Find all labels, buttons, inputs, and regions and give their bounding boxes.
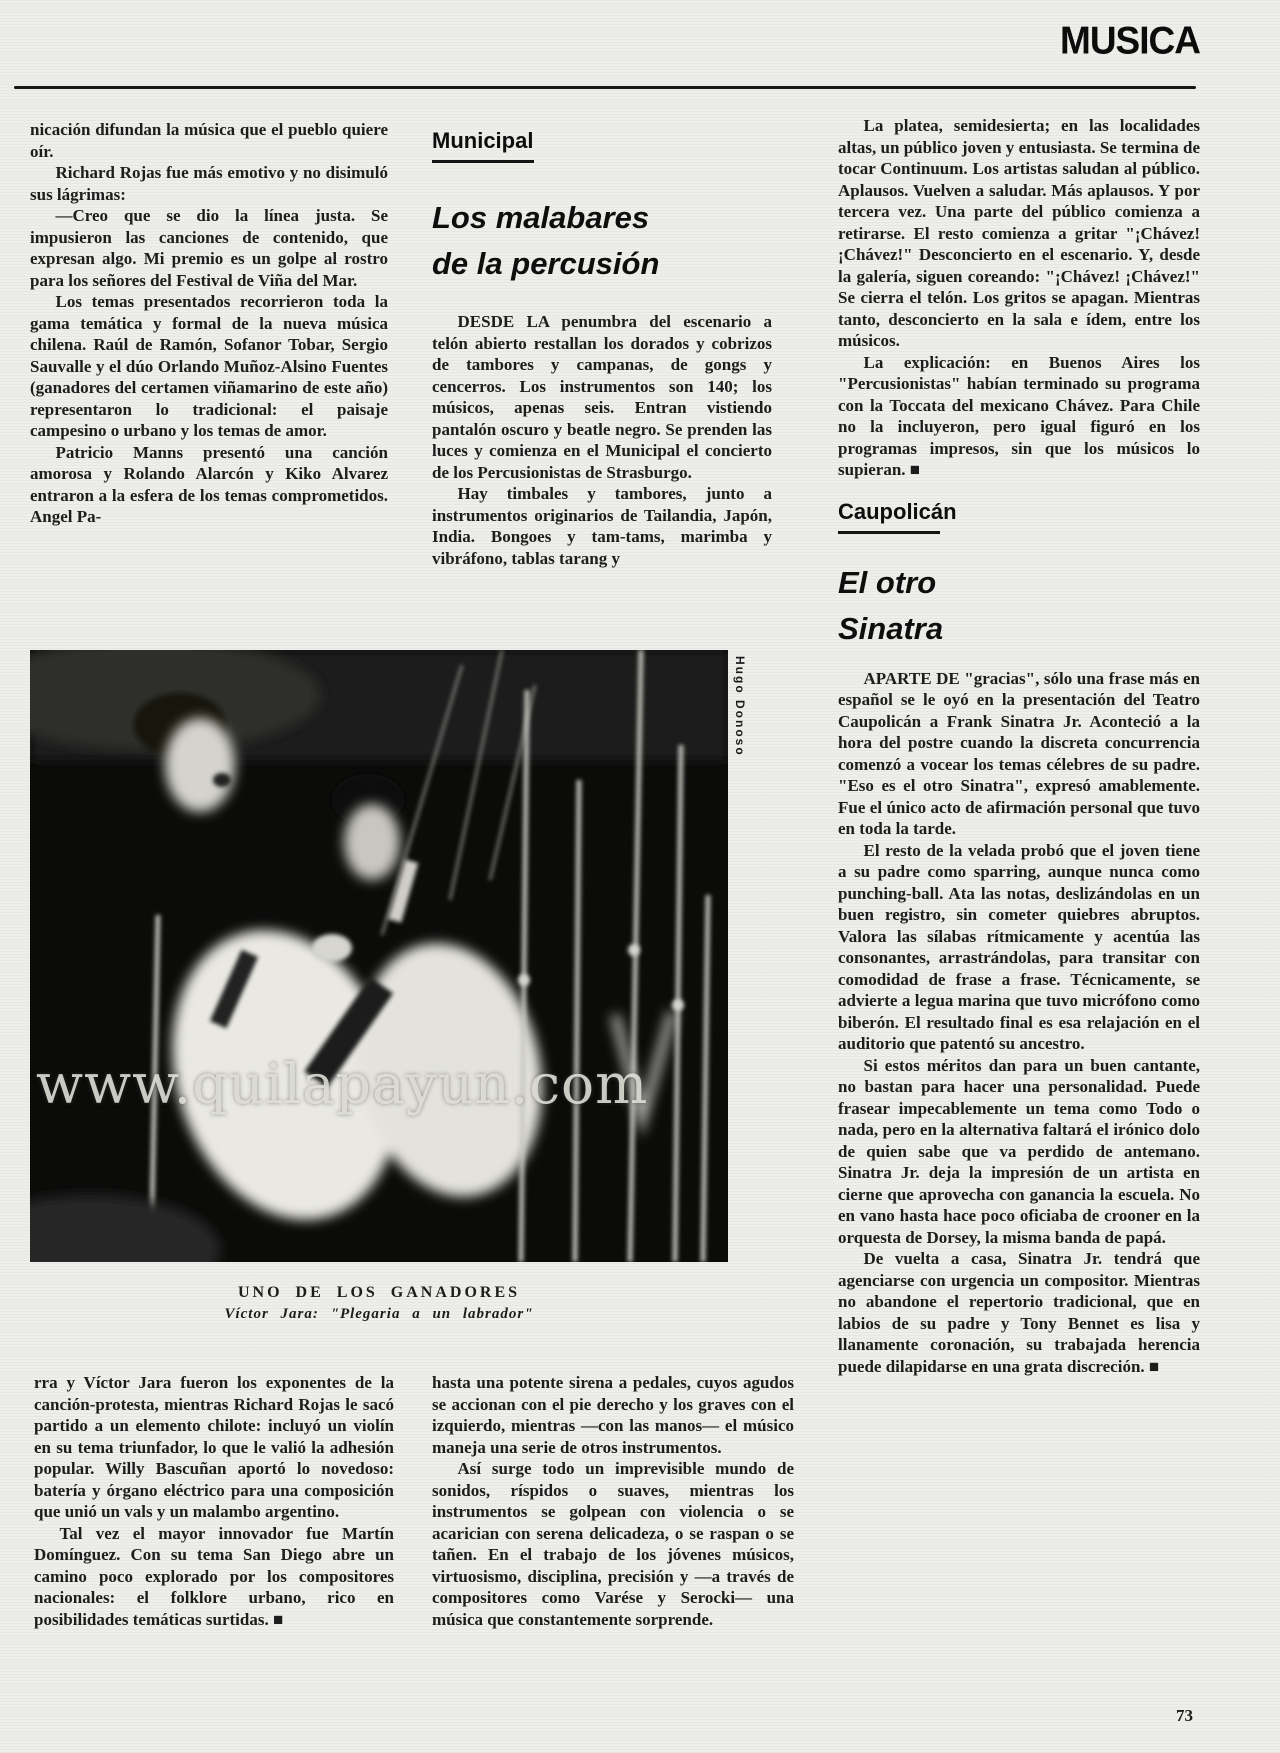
article-body [432, 1372, 794, 1630]
column-municipal [432, 128, 772, 569]
article-title-line: Sinatra [838, 610, 944, 646]
paragraph: Hay timbales y tambores, junto a instrumentos originarios de Tailandia, Japón, India. Bongoes y tam-tams, marimba y vibráfono, tablas tarang y [432, 484, 772, 568]
article-body [30, 119, 388, 528]
mouth [213, 773, 231, 787]
paragraph: —Creo que se dio la línea justa. Se impusieron las canciones de contenido, que expresan algo. Mi premio es un golpe al rostro para los señores del Festival de Viña del Mar. [30, 206, 388, 290]
magazine-section-title: MUSICA [1060, 18, 1200, 63]
photo-caption [30, 1284, 728, 1323]
paragraph: APARTE DE "gracias", sólo una frase más en español se le oyó en la presentación del Teatro Caupolicán a Frank Sinatra Jr. Aconteció a la hora del postre cuando la discreta concurrencia comenzó a vocear los temas célebres de su padre. "Eso es el otro Sinatra", expresó amablemente. Fue el único acto de afirmación personal que tuvo en toda la tarde. [838, 668, 1200, 838]
article-body-sinatra [838, 668, 1200, 1378]
paragraph: El resto de la velada probó que el joven tiene a su padre como sparring, aunque nunca como punching-ball. Ata las notas, deslizándolas en un buen registro, sin cometer quiebres abruptos. Valora las sílabas rítmicamente y acentúa las consonantes, arrastrándolas, para transitar con comodidad de frase a frase. Técnicamente, se advierte a legua marina que tuvo micrófono como biberón. El resultado final es esa relajación en el auditorio que patentó su ancestro. [838, 840, 1200, 1053]
face [165, 718, 235, 812]
kicker-underline [838, 531, 940, 534]
column-bottom-middle [432, 1372, 794, 1630]
concert-photo-art [30, 650, 728, 1262]
article-title-percusion [432, 195, 772, 287]
paragraph: Si estos méritos dan para un buen cantante, no bastan para hacer una personalidad. Puede frasear impecablemente un tema como Todo o nada, pero en la alternativa faltará el irónico dolo de quien sabe que va perdido de antemano. Sinatra Jr. deja la impresión de un artista en cierne que aprovecha con ganancia la escuela. No en vano hasta hace poco oficiaba de crooner en la orquesta de Dorsey, la misma banda de papá. [838, 1055, 1200, 1247]
paragraph: rra y Víctor Jara fueron los exponentes de la canción-protesta, mientras Richard Rojas le sacó partido a un elemento chilote: incluyó un violín en su tema triunfador, lo que le valió la adhesión popular. Willy Bascuñan aportó lo novedoso: batería y órgano eléctrico para una composición que unió un vals y un malambo argentino. [34, 1373, 394, 1521]
article-title-line: El otro [838, 564, 937, 600]
concert-photo [30, 650, 728, 1262]
article-title-line: Los malabares [432, 200, 650, 235]
article-body [34, 1372, 394, 1630]
paragraph: nicación difundan la música que el pueblo quiere oír. [30, 120, 388, 161]
face [344, 804, 400, 880]
section-kicker-municipal: Municipal [432, 128, 534, 153]
photo-caption-subtitle: Víctor Jara: "Plegaria a un labrador" [224, 1306, 534, 1322]
paragraph: Así surge todo un imprevisible mundo de sonidos, ríspidos o suaves, mientras los instrumentos se golpean con violencia o se acarician con serena delicadeza, o se raspan o se tañen. En el trabajo de los jóvenes músicos, virtuosismo, disciplina, precisión y —a través de compositores como Varése y Serocki— una música que constantemente sorprende. [432, 1459, 794, 1629]
column-festival-continuation [30, 119, 388, 528]
column-right [838, 115, 1200, 1377]
photographer-credit: Hugo Donoso [733, 656, 747, 757]
paragraph: Tal vez el mayor innovador fue Martín Domínguez. Con su tema San Diego abre un camino poco explorado por los compositores nacionales: el folklore urbano, rico en posibilidades temáticas surtidas. ■ [34, 1523, 394, 1629]
article-body [432, 311, 772, 569]
paragraph: hasta una potente sirena a pedales, cuyos agudos se accionan con el pie derecho y los graves con el izquierdo, mientras —con las manos— el músico maneja una serie de otros instrumentos. [432, 1373, 794, 1457]
column-bottom-left [34, 1372, 394, 1630]
paragraph: Patricio Manns presentó una canción amorosa y Rolando Alarcón y Kiko Alvarez entraron a la esfera de los temas comprometidos. Angel Pa- [30, 442, 388, 526]
article-title-sinatra [838, 560, 1200, 652]
page-number: 73 [1176, 1706, 1193, 1725]
paragraph: DESDE LA penumbra del escenario a telón abierto restallan los dorados y cobrizos de tambores y campanas, de gongs y cencerros. Los instrumentos son 140; los músicos, apenas seis. Entran vistiendo pantalón oscuro y beatle negro. Se prenden las luces y comienza en el Municipal el concierto de los Percusionistas de Strasburgo. [432, 312, 772, 482]
header-rule [14, 86, 1196, 89]
paragraph: Los temas presentados recorrieron toda la gama temática y formal de la nueva música chilena. Raúl de Ramón, Sofanor Tobar, Sergio Sauvalle y el dúo Orlando Muñoz-Alsino Fuentes (ganadores del certamen viñamarino de este año) representaron lo tradicional: el paisaje campesino o urbano y los temas de amor. [30, 292, 388, 440]
paragraph: La platea, semidesierta; en las localidades altas, un público joven y entusiasta. Se termina de tocar Continuum. Los artistas saludan al público. Aplausos. Vuelven a saludar. Más aplausos. Y por tercera vez. Una parte del público comienza a retirarse. El resto comienza a gritar "¡Chávez! ¡Chávez!" Desconcierto en el escenario. Y, desde la galería, siguen coreando: "¡Chávez! ¡Chávez!" Se cierra el telón. Los gritos se apagan. Mientras tanto, desconcierto en la sala e ídem, entre los músicos. [838, 116, 1200, 350]
article-title-line: de la percusión [432, 246, 660, 281]
hand [312, 934, 352, 962]
watermark-text: www.quilapayun.com [36, 1052, 649, 1116]
article-body-percusion-end [838, 115, 1200, 481]
paragraph: Richard Rojas fue más emotivo y no disimuló sus lágrimas: [30, 163, 388, 204]
paragraph: La explicación: en Buenos Aires los "Percusionistas" habían terminado su programa con la Toccata del mexicano Chávez. Para Chile no la incluyeron, pero igual figuró en los programas impresos, sin que los músicos lo supieran. ■ [838, 352, 1200, 479]
kicker-underline [432, 160, 534, 163]
paragraph: De vuelta a casa, Sinatra Jr. tendrá que agenciarse con urgencia un compositor. Mientras no abandone el repertorio tradicional, que en labios de su padre y Tony Bennet es lisa y llanamente coronación, su trabajada herencia puede dilapidarse en una grata discreción. ■ [838, 1249, 1200, 1376]
photo-caption-title: UNO DE LOS GANADORES [237, 1284, 521, 1301]
section-kicker-caupolican: Caupolicán [838, 498, 957, 524]
